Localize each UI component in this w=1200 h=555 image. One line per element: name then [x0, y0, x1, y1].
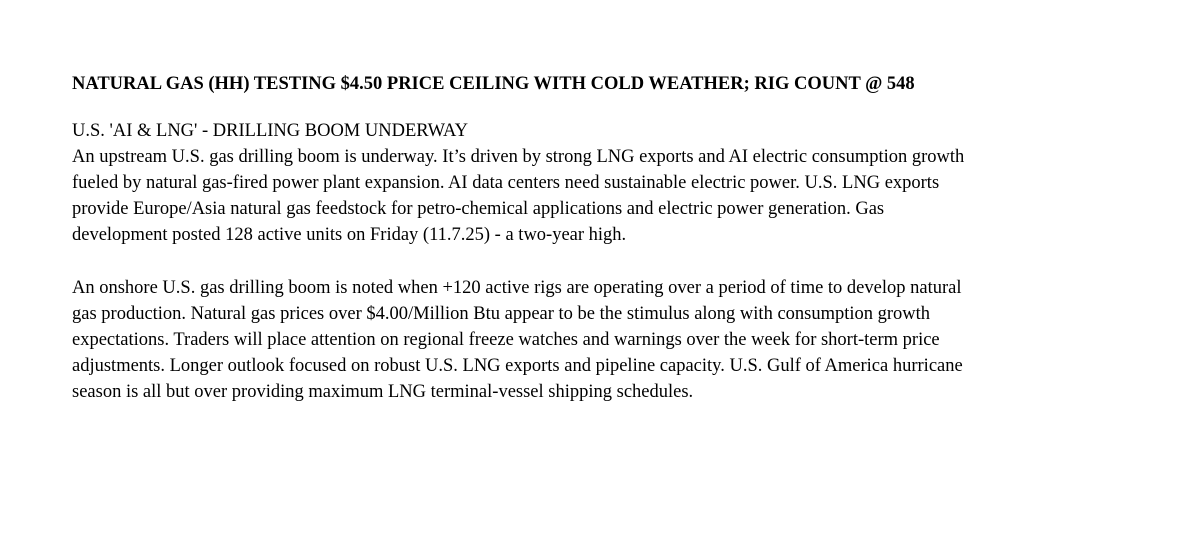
paragraph-line: adjustments. Longer outlook focused on robust U.S. LNG exports and pipeline capacity. U.S. Gulf of America hurricane [72, 356, 963, 376]
paragraph-1 [72, 144, 1152, 248]
paragraph-line: season is all but over providing maximum LNG terminal-vessel shipping schedules. [72, 382, 694, 402]
subheading: U.S. 'AI & LNG' - DRILLING BOOM UNDERWAY [72, 121, 469, 141]
paragraph-line: gas production. Natural gas prices over $4.00/Million Btu appear to be the stimulus along with consumption growth [72, 304, 931, 324]
paragraph-line: An upstream U.S. gas drilling boom is underway. It’s driven by strong LNG exports and AI electric consumption growth [72, 147, 965, 167]
paragraph-line: development posted 128 active units on Friday (11.7.25) - a two-year high. [72, 225, 627, 245]
paragraph-line: An onshore U.S. gas drilling boom is noted when +120 active rigs are operating over a period of time to develop natural [72, 278, 962, 298]
paragraph-spacer [72, 248, 1152, 275]
paragraph-line: fueled by natural gas-fired power plant expansion. AI data centers need sustainable electric power. U.S. LNG exports [72, 173, 940, 193]
paragraph-2 [72, 275, 1152, 405]
headline: NATURAL GAS (HH) TESTING $4.50 PRICE CEILING WITH COLD WEATHER; RIG COUNT @ 548 [72, 74, 915, 94]
document-page [72, 70, 1152, 405]
paragraph-line: provide Europe/Asia natural gas feedstock for petro-chemical applications and electric power generation. Gas [72, 199, 885, 219]
paragraph-line: expectations. Traders will place attention on regional freeze watches and warnings over the week for short-term price [72, 330, 940, 350]
